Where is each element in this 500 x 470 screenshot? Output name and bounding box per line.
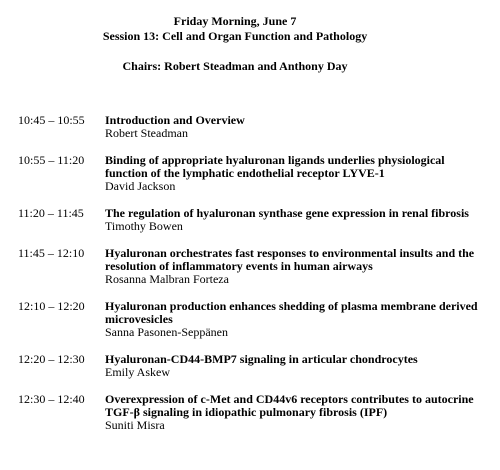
- talk-time: 11:20 – 11:45: [18, 206, 84, 220]
- talk-speaker: Sanna Pasonen-Seppänen: [105, 325, 228, 339]
- talk-title: The regulation of hyaluronan synthase gene expression in renal fibrosis: [105, 206, 469, 220]
- talk-title: Hyaluronan orchestrates fast responses to environmental insults and the resolution of inflammatory events in human airways: [105, 246, 475, 273]
- day-heading: Friday Morning, June 7: [173, 14, 297, 28]
- talk-title: Overexpression of c-Met and CD44v6 receptors contributes to autocrine TGF-β signaling in idiopathic pulmonary fibrosis (IPF): [105, 392, 474, 419]
- talk-title: Introduction and Overview: [105, 113, 245, 127]
- talk-title: Hyaluronan-CD44-BMP7 signaling in articular chondrocytes: [105, 352, 418, 366]
- talk-time: 12:10 – 12:20: [18, 299, 85, 313]
- talk-entry: [105, 300, 488, 339]
- schedule-row: [18, 353, 488, 379]
- schedule-row: [18, 207, 488, 233]
- talk-time: 12:30 – 12:40: [18, 392, 85, 406]
- talk-entry: [105, 353, 488, 379]
- session-chairs: Chairs: Robert Steadman and Anthony Day: [122, 59, 348, 73]
- schedule-row: [18, 247, 488, 286]
- talk-entry: [105, 207, 488, 233]
- schedule-row: [18, 114, 488, 140]
- schedule-row: [18, 154, 488, 193]
- talk-speaker: Emily Askew: [105, 365, 170, 379]
- talk-time: 11:45 – 12:10: [18, 246, 85, 260]
- talk-entry: [105, 114, 488, 140]
- schedule-list: [18, 114, 488, 446]
- talk-time: 10:45 – 10:55: [18, 113, 85, 127]
- talk-time: 12:20 – 12:30: [18, 352, 85, 366]
- talk-title: Hyaluronan production enhances shedding of plasma membrane derived microvesicles: [105, 299, 478, 326]
- schedule-row: [18, 393, 488, 432]
- talk-speaker: Rosanna Malbran Forteza: [105, 272, 229, 286]
- talk-title: Binding of appropriate hyaluronan ligands underlies physiological function of the lymphatic endothelial receptor LYVE-1: [105, 153, 445, 180]
- talk-entry: [105, 393, 488, 432]
- talk-entry: [105, 154, 488, 193]
- talk-entry: [105, 247, 488, 286]
- talk-time: 10:55 – 11:20: [18, 153, 85, 167]
- talk-speaker: Suniti Misra: [105, 418, 165, 432]
- talk-speaker: Robert Steadman: [105, 126, 188, 140]
- session-title: Session 13: Cell and Organ Function and Pathology: [102, 29, 368, 43]
- schedule-row: [18, 300, 488, 339]
- talk-speaker: Timothy Bowen: [105, 219, 183, 233]
- session-header: [0, 14, 470, 74]
- talk-speaker: David Jackson: [105, 179, 176, 193]
